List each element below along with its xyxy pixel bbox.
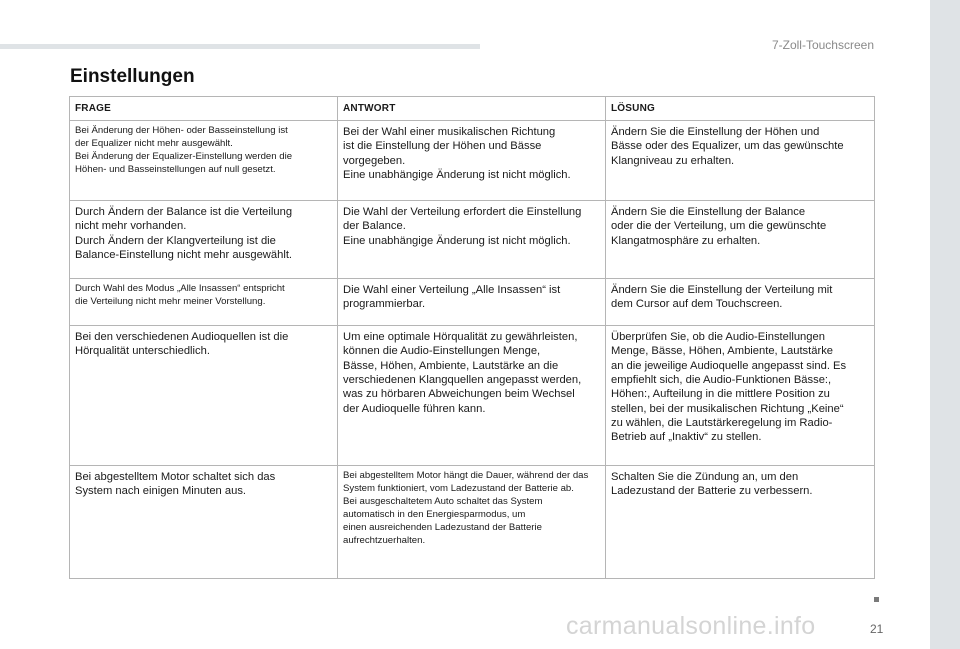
- page-title: Einstellungen: [70, 66, 195, 87]
- cell-antwort: Die Wahl einer Verteilung „Alle Insassen“ ist programmierbar.: [338, 279, 606, 326]
- page-marker: [874, 597, 879, 602]
- header-frage: FRAGE: [70, 97, 338, 121]
- side-strip: [930, 0, 960, 649]
- cell-frage: Bei den verschiedenen Audioquellen ist die Hörqualität unterschiedlich.: [70, 326, 338, 466]
- table-row: [70, 121, 875, 201]
- section-label: 7-Zoll-Touchscreen: [771, 38, 874, 52]
- cell-frage: Durch Ändern der Balance ist die Verteilung nicht mehr vorhanden. Durch Ändern der Klangverteilung ist die Balance-Einstellung nicht mehr ausgewählt.: [70, 201, 338, 279]
- cell-antwort: Bei abgestelltem Motor hängt die Dauer, während der das System funktioniert, vom Ladezustand der Batterie ab. Bei ausgeschaltetem Auto schaltet das System automatisch in den Energiesparmodus, um einen ausreichenden Ladezustand der Batterie aufrechtzuerhalten.: [338, 466, 606, 579]
- cell-frage: Bei Änderung der Höhen- oder Basseinstellung ist der Equalizer nicht mehr ausgewählt. Bei Änderung der Equalizer-Einstellung werden die Höhen- und Basseinstellungen auf null gesetzt.: [70, 121, 338, 201]
- cell-antwort: Bei der Wahl einer musikalischen Richtung ist die Einstellung der Höhen und Bässe vorgegeben. Eine unabhängige Änderung ist nicht möglich.: [338, 121, 606, 201]
- page-number: 21: [870, 622, 884, 636]
- cell-loesung: Ändern Sie die Einstellung der Verteilung mit dem Cursor auf dem Touchscreen.: [606, 279, 875, 326]
- troubleshooting-table: [69, 96, 875, 579]
- watermark: carmanualsonline.info: [566, 612, 816, 640]
- cell-antwort: Die Wahl der Verteilung erfordert die Einstellung der Balance. Eine unabhängige Änderung ist nicht möglich.: [338, 201, 606, 279]
- cell-loesung: Ändern Sie die Einstellung der Höhen und Bässe oder des Equalizer, um das gewünschte Klangniveau zu erhalten.: [606, 121, 875, 201]
- cell-frage: Durch Wahl des Modus „Alle Insassen“ entspricht die Verteilung nicht mehr meiner Vorstellung.: [70, 279, 338, 326]
- cell-loesung: Ändern Sie die Einstellung der Balance oder die der Verteilung, um die gewünschte Klangatmosphäre zu erhalten.: [606, 201, 875, 279]
- cell-loesung: Überprüfen Sie, ob die Audio-Einstellungen Menge, Bässe, Höhen, Ambiente, Lautstärke an die jeweilige Audioquelle angepasst sind. Es empfiehlt sich, die Audio-Funktionen Bässe:, Höhen:, Aufteilung in die mittlere Position zu stellen, bei der musikalischen Richtung „Keine“ zu wählen, die Lautstärkeregelung im Radio- Betrieb auf „Inaktiv“ zu stellen.: [606, 326, 875, 466]
- table-row: [70, 466, 875, 579]
- cell-antwort: Um eine optimale Hörqualität zu gewährleisten, können die Audio-Einstellungen Menge, Bässe, Höhen, Ambiente, Lautstärke an die verschiedenen Klangquellen angepasst werden, was zu hörbaren Abweichungen beim Wechsel der Audioquelle führen kann.: [338, 326, 606, 466]
- header-loesung: LÖSUNG: [606, 97, 875, 121]
- table-row: [70, 326, 875, 466]
- table-row: [70, 201, 875, 279]
- cell-frage: Bei abgestelltem Motor schaltet sich das System nach einigen Minuten aus.: [70, 466, 338, 579]
- table-row: [70, 279, 875, 326]
- header-antwort: ANTWORT: [338, 97, 606, 121]
- cell-loesung: Schalten Sie die Zündung an, um den Ladezustand der Batterie zu verbessern.: [606, 466, 875, 579]
- table-header-row: [70, 97, 875, 121]
- header-rule: [0, 44, 480, 49]
